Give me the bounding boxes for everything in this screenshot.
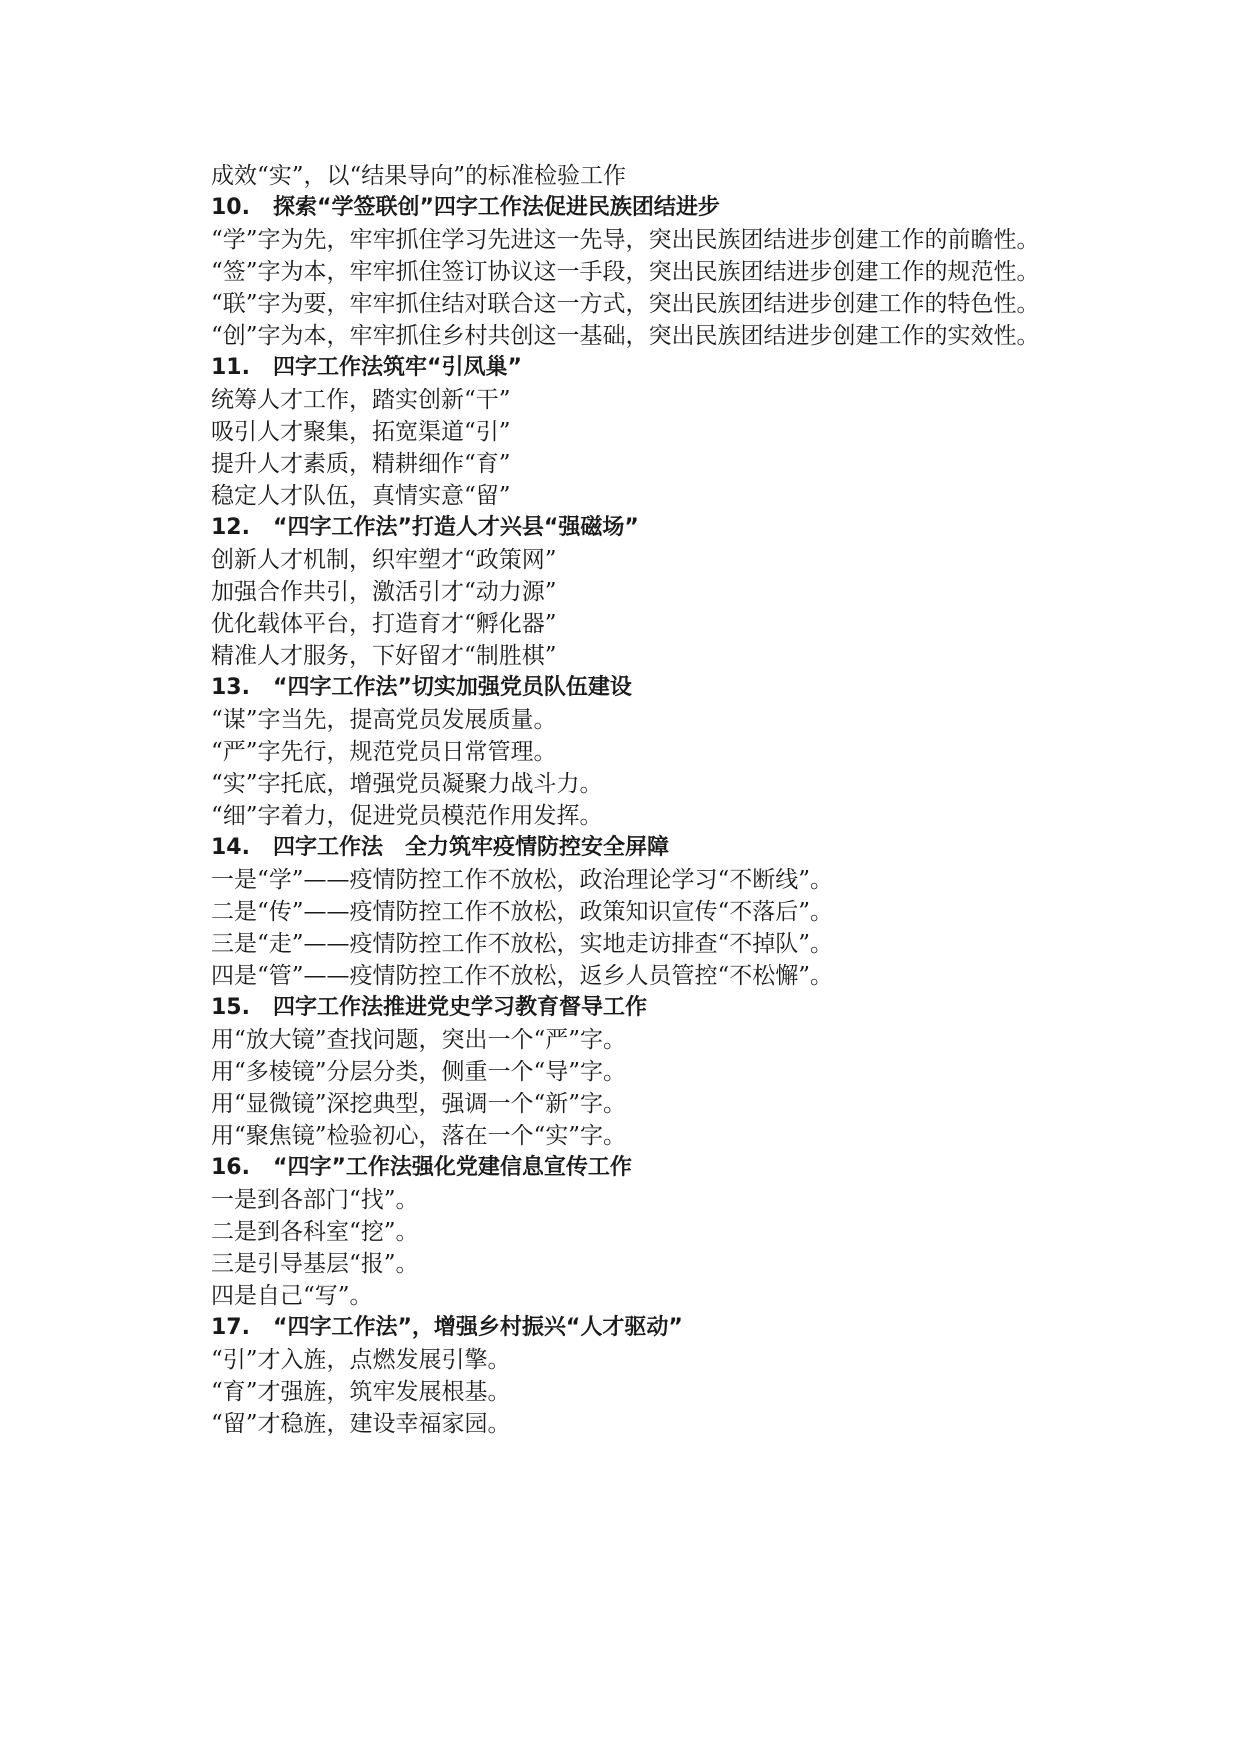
section-number: 14. [211, 835, 250, 860]
section-heading [160, 992, 1090, 1024]
section-title: 四字工作法推进党史学习教育督导工作 [273, 995, 648, 1020]
section-number: 15. [211, 995, 250, 1020]
list-item: 吸引人才聚集，拓宽渠道“引” [211, 419, 511, 445]
list-item: 二是“传”——疫情防控工作不放松，政策知识宣传“不落后”。 [211, 899, 834, 925]
section-number: 12. [211, 515, 250, 540]
list-item: “留”才稳旌，建设幸福家园。 [211, 1411, 511, 1437]
section-heading [160, 1152, 1090, 1184]
section-title: “四字工作法”打造人才兴县“强磁场” [273, 515, 639, 540]
section-number: 16. [211, 1155, 250, 1180]
section-heading [160, 512, 1090, 544]
list-item: 用“多棱镜”分层分类，侧重一个“导”字。 [211, 1059, 627, 1085]
list-item: “实”字托底，增强党员凝聚力战斗力。 [211, 771, 603, 797]
section-heading [160, 352, 1090, 384]
list-item: 统筹人才工作，踏实创新“干” [211, 387, 511, 413]
section-number: 17. [211, 1315, 250, 1340]
paragraph: “创”字为本，牢牢抓住乡村共创这一基础，突出民族团结进步创建工作的实效性。 [211, 323, 1040, 349]
list-item: 四是自己“写”。 [211, 1283, 373, 1309]
intro-line: 成效“实”，以“结果导向”的标准检验工作 [211, 163, 627, 189]
list-item: “引”才入旌，点燃发展引擎。 [211, 1347, 511, 1373]
section-heading [160, 832, 1090, 864]
list-item: 提升人才素质，精耕细作“育” [211, 451, 511, 477]
list-item: 二是到各科室“挖”。 [211, 1219, 419, 1245]
list-item: 优化载体平台，打造育才“孵化器” [211, 611, 557, 637]
section-title: “四字工作法”切实加强党员队伍建设 [273, 675, 632, 700]
list-item: “育”才强旌，筑牢发展根基。 [211, 1379, 511, 1405]
list-item: 用“聚焦镜”检验初心，落在一个“实”字。 [211, 1123, 627, 1149]
list-item: 创新人才机制，织牢塑才“政策网” [211, 547, 557, 573]
section-title: “四字”工作法强化党建信息宣传工作 [273, 1155, 632, 1180]
section-heading [160, 672, 1090, 704]
section-title: 探索“学签联创”四字工作法促进民族团结进步 [273, 195, 720, 220]
list-item: “谋”字当先，提高党员发展质量。 [211, 707, 557, 733]
list-item: 用“放大镜”查找问题，突出一个“严”字。 [211, 1027, 627, 1053]
list-item: 三是引导基层“报”。 [211, 1251, 419, 1277]
list-item: 一是“学”——疫情防控工作不放松，政治理论学习“不断线”。 [211, 867, 834, 893]
list-item: 精准人才服务，下好留才“制胜棋” [211, 643, 557, 669]
paragraph: “联”字为要，牢牢抓住结对联合这一方式，突出民族团结进步创建工作的特色性。 [211, 291, 1040, 317]
list-item: “细”字着力，促进党员模范作用发挥。 [211, 803, 603, 829]
section-number: 13. [211, 675, 250, 700]
list-item: 加强合作共引，激活引才“动力源” [211, 579, 557, 605]
paragraph: “学”字为先，牢牢抓住学习先进这一先导，突出民族团结进步创建工作的前瞻性。 [211, 227, 1040, 253]
list-item: 稳定人才队伍，真情实意“留” [211, 483, 511, 509]
section-number: 10. [211, 195, 250, 220]
section-title: 四字工作法 全力筑牢疫情防控安全屏障 [273, 835, 670, 860]
section-title: 四字工作法筑牢“引凤巢” [273, 355, 522, 380]
document-body [160, 160, 1090, 1440]
list-item: 一是到各部门“找”。 [211, 1187, 419, 1213]
list-item: 用“显微镜”深挖典型，强调一个“新”字。 [211, 1091, 627, 1117]
list-item: “严”字先行，规范党员日常管理。 [211, 739, 557, 765]
list-item: 三是“走”——疫情防控工作不放松，实地走访排查“不掉队”。 [211, 931, 834, 957]
section-title: “四字工作法”，增强乡村振兴“人才驱动” [273, 1315, 683, 1340]
paragraph: “签”字为本，牢牢抓住签订协议这一手段，突出民族团结进步创建工作的规范性。 [211, 259, 1040, 285]
section-number: 11. [211, 355, 250, 380]
list-item: 四是“管”——疫情防控工作不放松，返乡人员管控“不松懈”。 [211, 963, 834, 989]
section-heading [160, 192, 1090, 224]
section-heading [160, 1312, 1090, 1344]
